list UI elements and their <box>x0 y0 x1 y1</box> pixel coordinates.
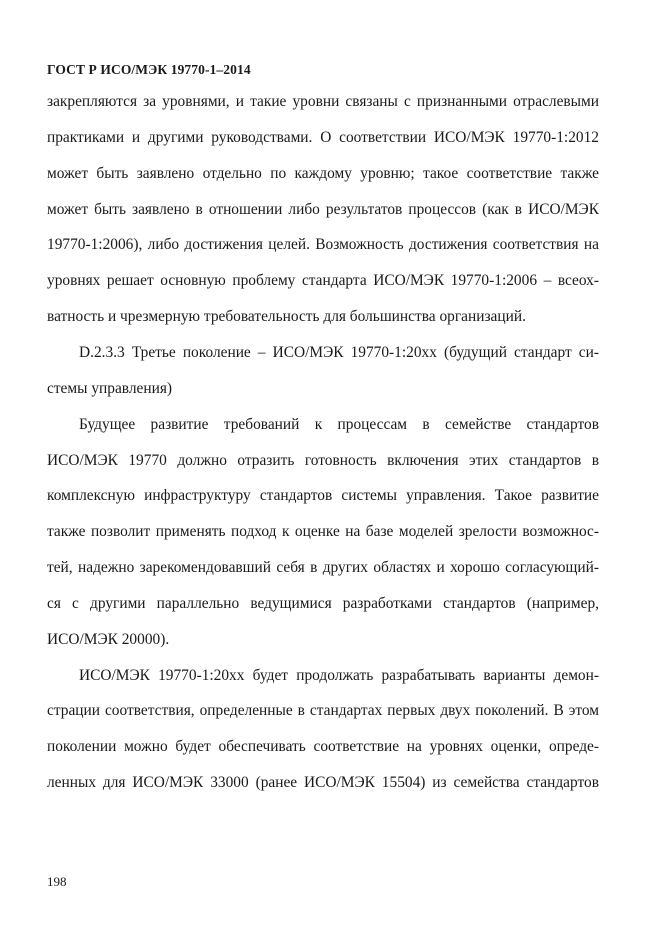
text-line: ся с другими параллельно ведущимися разработками стандартов (например, <box>47 595 599 612</box>
document-header: ГОСТ Р ИСО/МЭК 19770-1–2014 <box>47 62 251 77</box>
text-line: практиками и другими руководствами. О соответствии ИСО/МЭК 19770-1:2012 <box>47 129 599 146</box>
section-heading-line: D.2.3.3 Третье поколение – ИСО/МЭК 19770-1:20xx (будущий стандарт си- <box>79 344 599 361</box>
text-line: 19770-1:2006), либо достижения целей. Возможность достижения соответствия на <box>47 236 599 253</box>
text-line: может быть заявлено отдельно по каждому уровню; такое соответствие также <box>47 165 599 182</box>
text-line: ИСО/МЭК 20000). <box>47 631 170 648</box>
text-line: ватность и чрезмерную требовательность для большинства организаций. <box>47 308 526 325</box>
text-line: уровнях решает основную проблему стандарта ИСО/МЭК 19770-1:2006 – всеох- <box>47 272 599 289</box>
text-line: ленных для ИСО/МЭК 33000 (ранее ИСО/МЭК 15504) из семейства стандартов <box>47 774 599 791</box>
text-line: может быть заявлено в отношении либо результатов процессов (как в ИСО/МЭК <box>47 201 599 218</box>
text-line: Будущее развитие требований к процессам в семействе стандартов <box>79 416 599 433</box>
text-line: закрепляются за уровнями, и такие уровни связаны с признанными отраслевыми <box>47 93 599 110</box>
text-line: ИСО/МЭК 19770-1:20xx будет продолжать разрабатывать варианты демон- <box>79 667 599 684</box>
text-line: поколении можно будет обеспечивать соответствие на уровнях оценки, опреде- <box>47 738 599 755</box>
page-number: 198 <box>47 874 67 889</box>
text-line: страции соответствия, определенные в стандартах первых двух поколений. В этом <box>47 702 599 719</box>
text-line: ИСО/МЭК 19770 должно отразить готовность включения этих стандартов в <box>47 452 599 469</box>
section-heading-line: стемы управления) <box>47 380 173 397</box>
text-line: также позволит применять подход к оценке на базе моделей зрелости возможнос- <box>47 523 599 540</box>
text-line: тей, надежно зарекомендовавший себя в других областях и хорошо согласующий- <box>47 559 599 576</box>
text-line: комплексную инфраструктуру стандартов системы управления. Такое развитие <box>47 487 599 504</box>
